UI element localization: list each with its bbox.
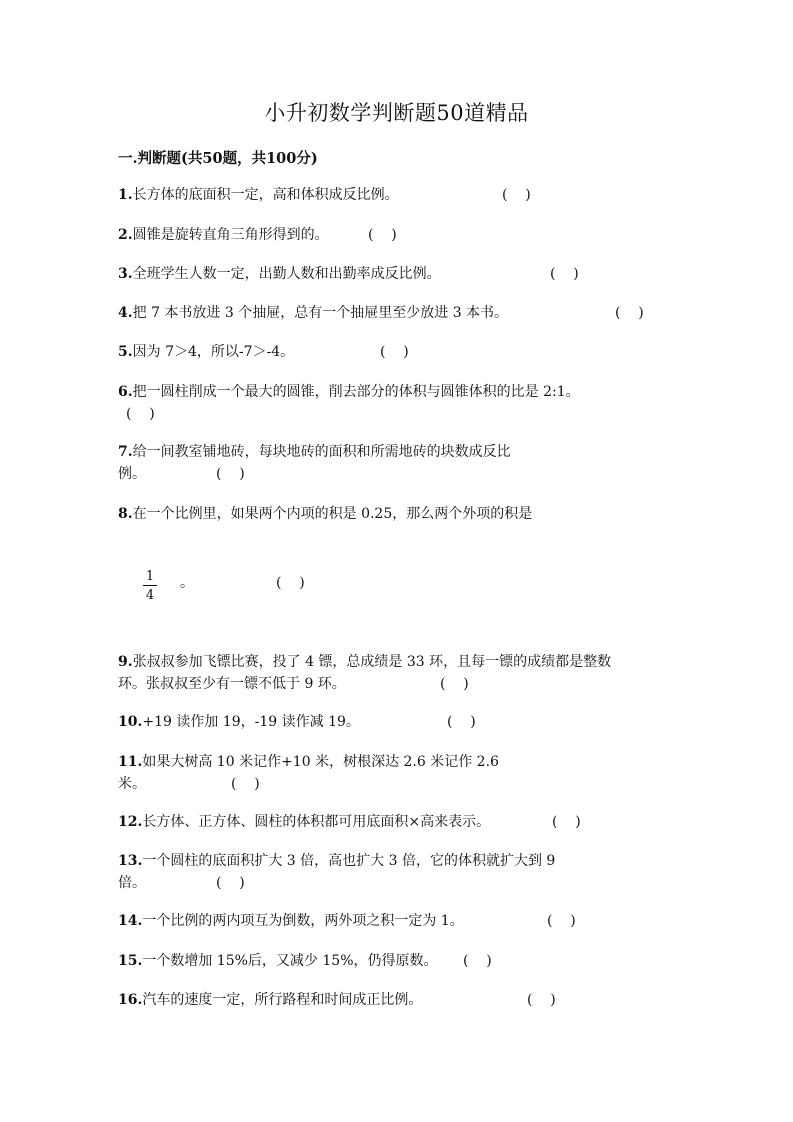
answer-blank[interactable]: ( ) [380, 344, 409, 360]
question-text: 倍。 [118, 875, 146, 891]
question-text: 一个比例的两内项互为倒数，两外项之积一定为 1。 [142, 913, 464, 929]
question-text: 张叔叔参加飞镖比赛，投了 4 镖，总成绩是 33 环，且每一镖的成绩都是整数 [132, 654, 612, 670]
question-6 [118, 381, 580, 403]
question-number: 9. [118, 654, 133, 670]
answer-blank[interactable]: ( ) [463, 953, 492, 969]
page-title: 小升初数学判断题50道精品 [264, 101, 529, 125]
question-text: +19 读作加 19，-19 读作减 19。 [142, 714, 360, 730]
question-2 [118, 224, 329, 246]
question-12 [118, 811, 490, 833]
question-number: 1. [118, 187, 133, 203]
question-4 [118, 302, 508, 324]
question-text: 长方体的底面积一定，高和体积成反比例。 [132, 187, 399, 203]
question-text: 米。 [118, 776, 146, 792]
answer-blank[interactable]: ( ) [615, 305, 644, 321]
question-number: 14. [118, 913, 143, 929]
question-7-continued [118, 463, 146, 485]
question-text: 全班学生人数一定，出勤人数和出勤率成反比例。 [132, 266, 441, 282]
question-text: 圆锥是旋转直角三角形得到的。 [132, 227, 329, 243]
answer-blank[interactable]: ( ) [231, 776, 260, 792]
answer-blank[interactable]: ( ) [440, 676, 469, 692]
question-number: 5. [118, 344, 133, 360]
question-text: 一个数增加 15%后，又减少 15%，仍得原数。 [142, 953, 438, 969]
question-number: 6. [118, 384, 133, 400]
question-text: 一个圆柱的底面积扩大 3 倍，高也扩大 3 倍，它的体积就扩大到 9 [142, 853, 556, 869]
question-9-continued [118, 673, 346, 695]
question-text: 把一圆柱削成一个最大的圆锥，削去部分的体积与圆锥体积的比是 2:1。 [132, 384, 580, 400]
question-14 [118, 910, 464, 932]
question-11 [118, 751, 499, 773]
question-text: 因为 7＞4，所以-7＞-4。 [132, 344, 295, 360]
question-number: 4. [118, 305, 133, 321]
answer-blank[interactable]: ( ) [447, 714, 476, 730]
fraction-bar [143, 585, 157, 586]
question-1 [118, 184, 399, 206]
question-text: 如果大树高 10 米记作+10 米，树根深达 2.6 米记作 2.6 [142, 754, 499, 770]
answer-blank[interactable]: ( ) [126, 406, 155, 422]
answer-blank[interactable]: ( ) [368, 227, 397, 243]
question-number: 7. [118, 444, 133, 460]
question-16 [118, 989, 422, 1011]
question-text: 环。张叔叔至少有一镖不低于 9 环。 [118, 676, 346, 692]
fraction-numerator: 1 [145, 569, 155, 584]
fraction [143, 569, 157, 603]
question-number: 15. [118, 953, 143, 969]
answer-blank[interactable]: ( ) [216, 875, 245, 891]
question-11-continued [118, 773, 146, 795]
answer-blank[interactable]: ( ) [547, 913, 576, 929]
question-9 [118, 651, 611, 673]
answer-blank[interactable]: ( ) [552, 814, 581, 830]
answer-blank[interactable]: ( ) [527, 992, 556, 1008]
question-number: 11. [118, 754, 143, 770]
answer-blank[interactable]: ( ) [216, 466, 245, 482]
fraction-denominator: 4 [145, 588, 155, 603]
question-text: 长方体、正方体、圆柱的体积都可用底面积×高来表示。 [142, 814, 491, 830]
question-15 [118, 950, 438, 972]
question-3 [118, 263, 441, 285]
question-10 [118, 711, 360, 733]
question-text: 汽车的速度一定，所行路程和时间成正比例。 [142, 992, 423, 1008]
question-number: 8. [118, 506, 133, 522]
question-text: 例。 [118, 466, 146, 482]
answer-blank[interactable]: ( ) [276, 575, 305, 591]
question-8-tail: 。 [180, 575, 194, 591]
question-5 [118, 341, 294, 363]
question-7 [118, 441, 511, 463]
question-number: 12. [118, 814, 143, 830]
question-13 [118, 850, 555, 872]
section-heading: 一.判断题(共50题，共100分) [118, 150, 318, 167]
question-13-continued [118, 872, 146, 894]
question-text: 把 7 本书放进 3 个抽屉，总有一个抽屉里至少放进 3 本书。 [132, 305, 509, 321]
answer-blank[interactable]: ( ) [502, 187, 531, 203]
question-number: 16. [118, 992, 143, 1008]
question-number: 10. [118, 714, 143, 730]
question-number: 3. [118, 266, 133, 282]
question-number: 13. [118, 853, 143, 869]
question-text: 在一个比例里，如果两个内项的积是 0.25，那么两个外项的积是 [132, 506, 533, 522]
question-8 [118, 503, 532, 525]
question-text: 给一间教室铺地砖，每块地砖的面积和所需地砖的块数成反比 [132, 444, 511, 460]
question-number: 2. [118, 227, 133, 243]
answer-blank[interactable]: ( ) [550, 266, 579, 282]
